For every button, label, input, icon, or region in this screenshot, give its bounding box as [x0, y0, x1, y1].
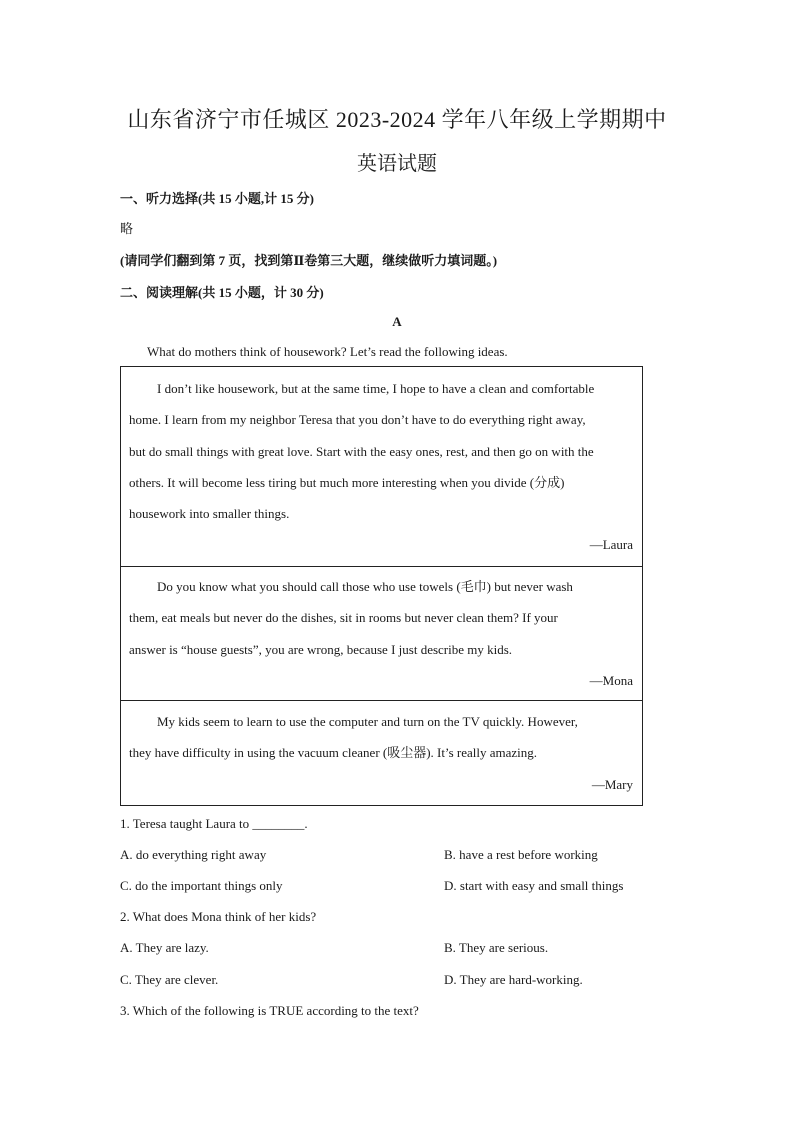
section2-heading: 二、阅读理解(共 15 小题，计 30 分)	[120, 285, 324, 300]
question-1-stem: 1. Teresa taught Laura to ________.	[120, 816, 308, 831]
idea-text-line: I don’t like housework, but at the same time, I hope to have a clean and comfortable	[157, 381, 595, 396]
question-2-option-c: C. They are clever.	[120, 972, 219, 987]
idea-text-line: they have difficulty in using the vacuum cleaner (吸尘器). It’s really amazing.	[129, 745, 538, 761]
idea-text-line: My kids seem to learn to use the computer and turn on the TV quickly. However,	[157, 714, 578, 729]
idea-text-line: others. It will become less tiring but much more interesting when you divide (分成)	[129, 474, 565, 490]
page-subtitle: 英语试题	[357, 153, 437, 175]
idea-author: —Mary	[591, 776, 633, 792]
section1-heading: 一、听力选择(共 15 小题,计 15 分)	[120, 191, 314, 206]
idea-text-line: Do you know what you should call those who use towels (毛巾) but never wash	[157, 579, 573, 594]
idea-text-line: housework into smaller things.	[129, 506, 290, 522]
ideas-table	[120, 366, 643, 806]
idea-text-line: but do small things with great love. Start with the easy ones, rest, and then go on with the	[129, 443, 594, 459]
question-1-option-c: C. do the important things only	[120, 878, 283, 893]
idea-text-line: home. I learn from my neighbor Teresa that you don’t have to do everything right away,	[129, 412, 586, 428]
idea-text-line: answer is “house guests”, you are wrong, because I just describe my kids.	[129, 641, 513, 657]
idea-cell-mary	[121, 701, 642, 805]
idea-cell-laura	[121, 367, 642, 567]
question-2-option-a: A. They are lazy.	[120, 940, 209, 955]
question-1-option-b: B. have a rest before working	[444, 847, 598, 862]
idea-author: —Mona	[589, 672, 633, 688]
question-1-option-a: A. do everything right away	[120, 847, 267, 862]
idea-cell-mona	[121, 567, 642, 701]
page-title: 山东省济宁市任城区 2023-2024 学年八年级上学期期中	[127, 107, 667, 132]
passage-label: A	[392, 314, 402, 329]
question-3-stem: 3. Which of the following is TRUE according to the text?	[120, 1003, 419, 1018]
section1-note: 略	[120, 221, 134, 236]
idea-author: —Laura	[589, 537, 633, 553]
section1-instruction: (请同学们翻到第 7 页，找到第Ⅱ卷第三大题，继续做听力填词题。)	[120, 253, 498, 268]
idea-text-line: them, eat meals but never do the dishes, sit in rooms but never clean them? If your	[129, 610, 558, 626]
question-2-stem: 2. What does Mona think of her kids?	[120, 909, 317, 924]
passage-intro: What do mothers think of housework? Let’s read the following ideas.	[147, 344, 508, 359]
question-2-option-d: D. They are hard-working.	[444, 972, 583, 987]
question-2-option-b: B. They are serious.	[444, 940, 549, 955]
question-1-option-d: D. start with easy and small things	[444, 878, 624, 893]
